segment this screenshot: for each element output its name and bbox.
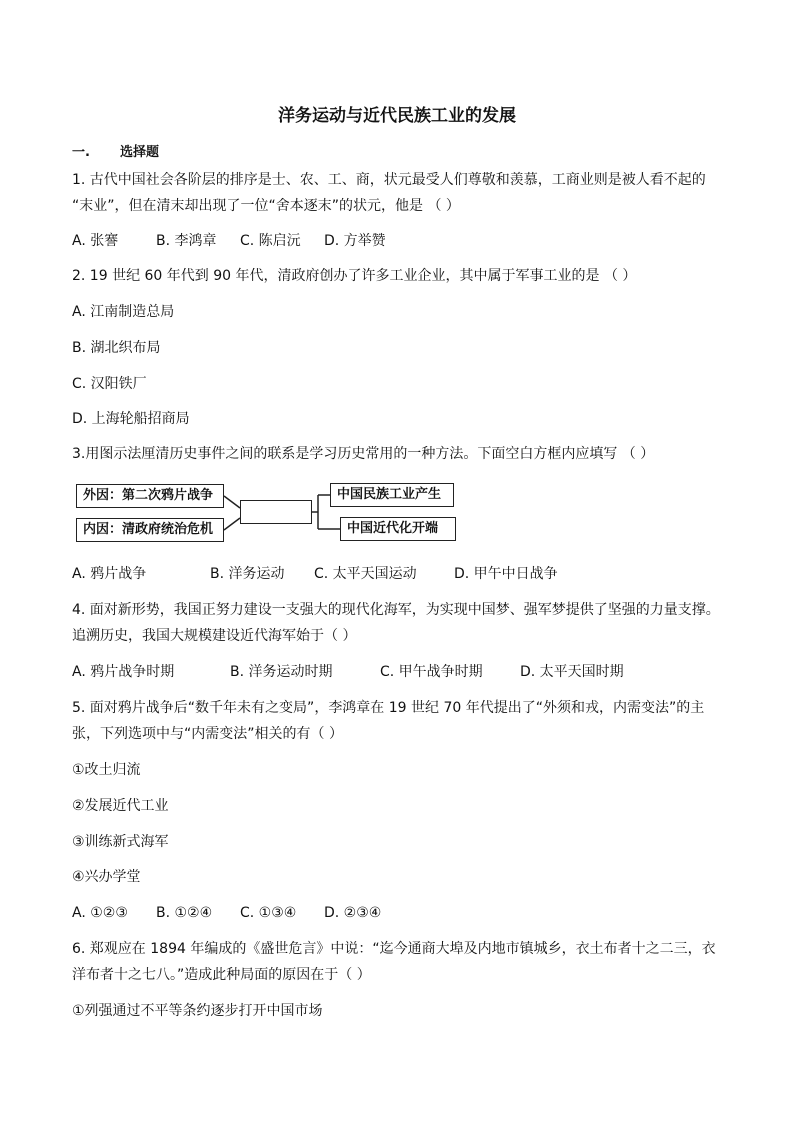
q4-stem-line2: 追溯历史，我国大规模建设近代海军始于（ ） <box>72 628 357 644</box>
q2-option-c: C. 汉阳铁厂 <box>72 376 147 392</box>
q6-stem-line1: 6. 郑观应在 1894 年编成的《盛世危言》中说：“迄今通商大埠及内地市镇城乡，衣土布者十之二三，衣 <box>72 941 716 957</box>
q2-option-a: A. 江南制造总局 <box>72 304 175 320</box>
q2-option-d: D. 上海轮船招商局 <box>72 411 190 427</box>
q5-item-1: ①改土归流 <box>72 762 141 778</box>
q5-option-d: D. ②③④ <box>324 905 382 921</box>
q1-stem-line2: “末业”，但在清末却出现了一位“舍本逐末”的状元，他是 （ ） <box>72 198 460 214</box>
q3-option-b: B. 洋务运动 <box>210 566 285 582</box>
q4-option-d: D. 太平天国时期 <box>520 664 624 680</box>
q1-option-a: A. 张謇 <box>72 233 119 249</box>
q5-item-4: ④兴办学堂 <box>72 869 141 885</box>
section-number: 一. <box>72 145 90 160</box>
q4-stem-line1: 4. 面对新形势，我国正努力建设一支强大的现代化海军，为实现中国梦、强军梦提供了坚强的力量支撑。 <box>72 602 720 618</box>
q5-stem-line1: 5. 面对鸦片战争后“数千年未有之变局”，李鸿章在 19 世纪 70 年代提出了“外须和戎，内需变法”的主 <box>72 700 705 716</box>
q1-option-b: B. 李鸿章 <box>156 233 217 249</box>
q4-option-b: B. 洋务运动时期 <box>230 664 333 680</box>
q2-option-b: B. 湖北织布局 <box>72 340 161 356</box>
diagram-box-modernization-start: 中国近代化开端 <box>340 517 456 541</box>
diagram-box-blank <box>240 500 312 524</box>
q5-stem-line2: 张，下列选项中与“内需变法”相关的有（ ） <box>72 726 343 742</box>
q1-option-d: D. 方举赞 <box>324 233 386 249</box>
page-title: 洋务运动与近代民族工业的发展 <box>278 106 516 126</box>
q3-stem: 3.用图示法厘清历史事件之间的联系是学习历史常用的一种方法。下面空白方框内应填写 （ ） <box>72 446 655 462</box>
q5-option-c: C. ①③④ <box>240 905 297 921</box>
q6-item-1: ①列强通过不平等条约逐步打开中国市场 <box>72 1003 323 1019</box>
q1-stem-line1: 1. 古代中国社会各阶层的排序是士、农、工、商，状元最受人们尊敬和羡慕，工商业则是被人看不起的 <box>72 172 706 188</box>
diagram-box-internal-cause: 内因：清政府统治危机 <box>76 518 224 542</box>
q5-item-2: ②发展近代工业 <box>72 798 169 814</box>
diagram-box-external-cause: 外因：第二次鸦片战争 <box>76 484 224 508</box>
q3-option-c: C. 太平天国运动 <box>314 566 417 582</box>
q3-option-d: D. 甲午中日战争 <box>454 566 558 582</box>
q1-option-c: C. 陈启沅 <box>240 233 301 249</box>
diagram-box-national-industry: 中国民族工业产生 <box>330 483 454 507</box>
q5-option-a: A. ①②③ <box>72 905 128 921</box>
q4-option-a: A. 鸦片战争时期 <box>72 664 175 680</box>
q6-stem-line2: 洋布者十之七八。”造成此种局面的原因在于（ ） <box>72 967 371 983</box>
section-label: 选择题 <box>120 145 160 160</box>
q5-option-b: B. ①②④ <box>156 905 213 921</box>
q5-item-3: ③训练新式海军 <box>72 834 169 850</box>
q4-option-c: C. 甲午战争时期 <box>380 664 483 680</box>
q2-stem: 2. 19 世纪 60 年代到 90 年代，清政府创办了许多工业企业，其中属于军事工业的是 （ ） <box>72 268 637 284</box>
q3-option-a: A. 鸦片战争 <box>72 566 147 582</box>
